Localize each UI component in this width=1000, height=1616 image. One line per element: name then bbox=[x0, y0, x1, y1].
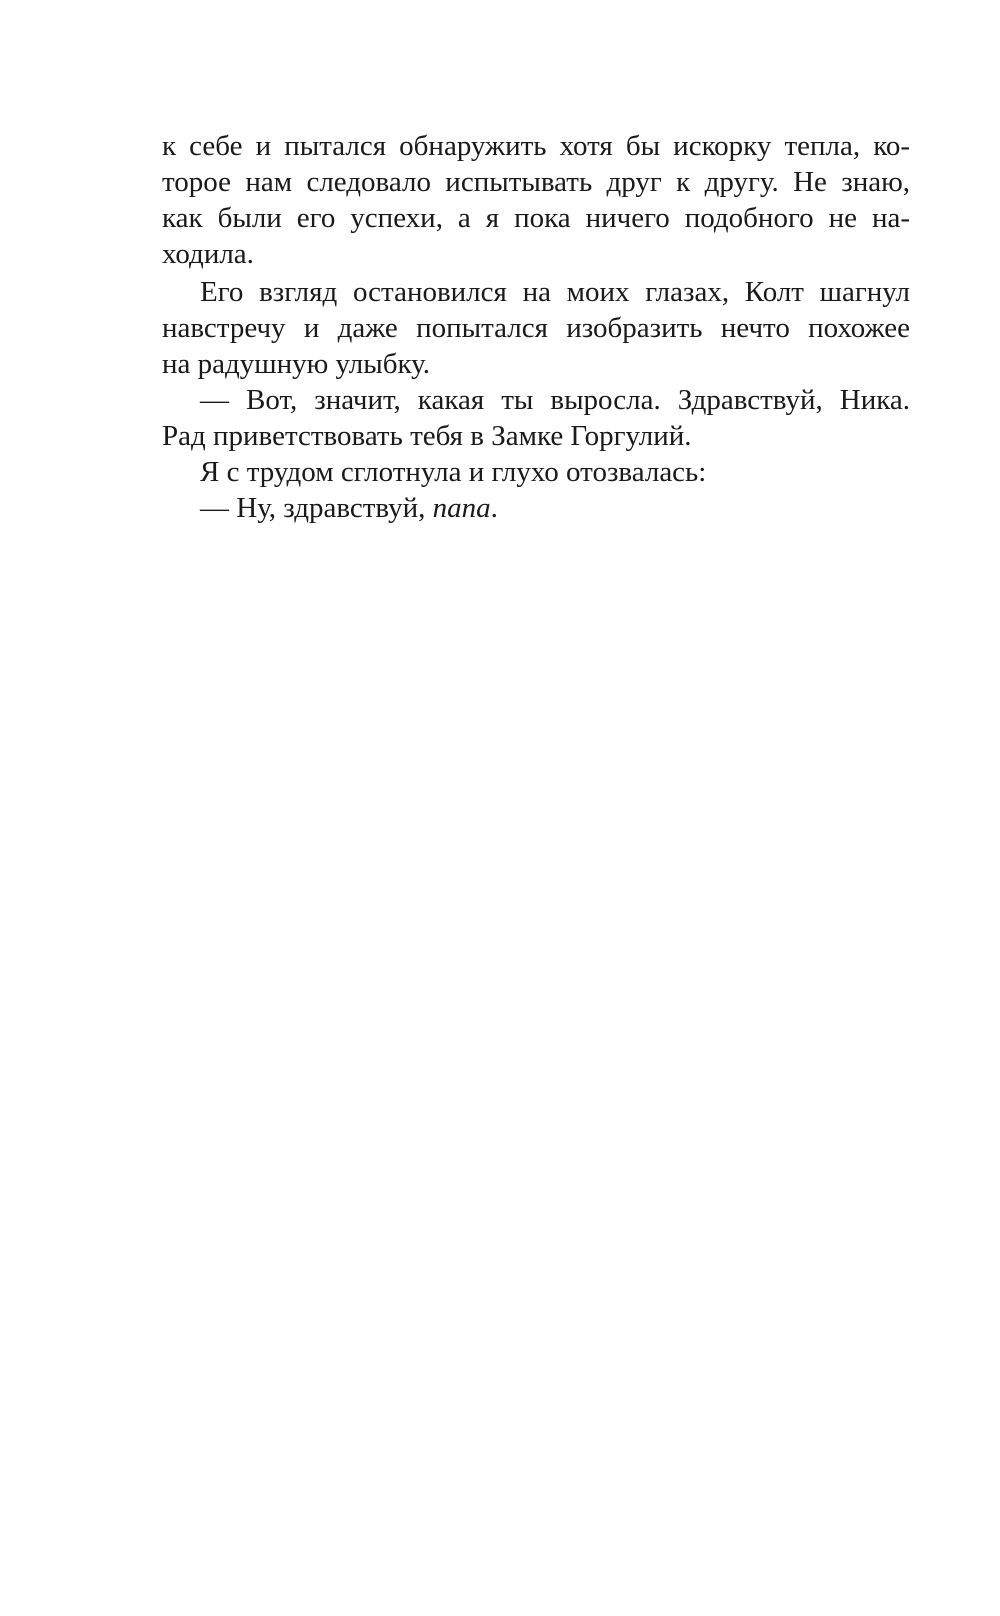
paragraph-4 bbox=[162, 454, 910, 490]
text-line: торое нам следовало испытывать друг к другу. Не знаю, bbox=[162, 166, 910, 198]
paragraph-5 bbox=[162, 490, 910, 526]
paragraph-3 bbox=[162, 382, 910, 454]
text-line: Я с трудом сглотнула и глухо отозвалась: bbox=[200, 456, 707, 488]
text-line: ходила. bbox=[162, 238, 254, 270]
text-line: Его взгляд остановился на моих глазах, Колт шагнул bbox=[200, 276, 910, 308]
text-line: как были его успехи, а я пока ничего подобного не на- bbox=[162, 202, 910, 234]
text-line: на радушную улыбку. bbox=[162, 348, 430, 380]
text-line: навстречу и даже попытался изобразить нечто похожее bbox=[162, 312, 910, 344]
text-line: — Вот, значит, какая ты выросла. Здравствуй, Ника. bbox=[200, 384, 910, 416]
dialogue-prefix: — Ну, здравствуй, bbox=[200, 492, 433, 524]
body-text bbox=[162, 128, 910, 526]
dialogue-suffix: . bbox=[490, 492, 498, 524]
text-line: к себе и пытался обнаружить хотя бы искорку тепла, ко- bbox=[162, 130, 910, 162]
text-line bbox=[162, 490, 910, 526]
emphasized-word: папа bbox=[432, 492, 491, 524]
text-line: Рад приветствовать тебя в Замке Горгулий. bbox=[162, 420, 692, 452]
paragraph-2 bbox=[162, 274, 910, 382]
paragraph-1 bbox=[162, 128, 910, 272]
